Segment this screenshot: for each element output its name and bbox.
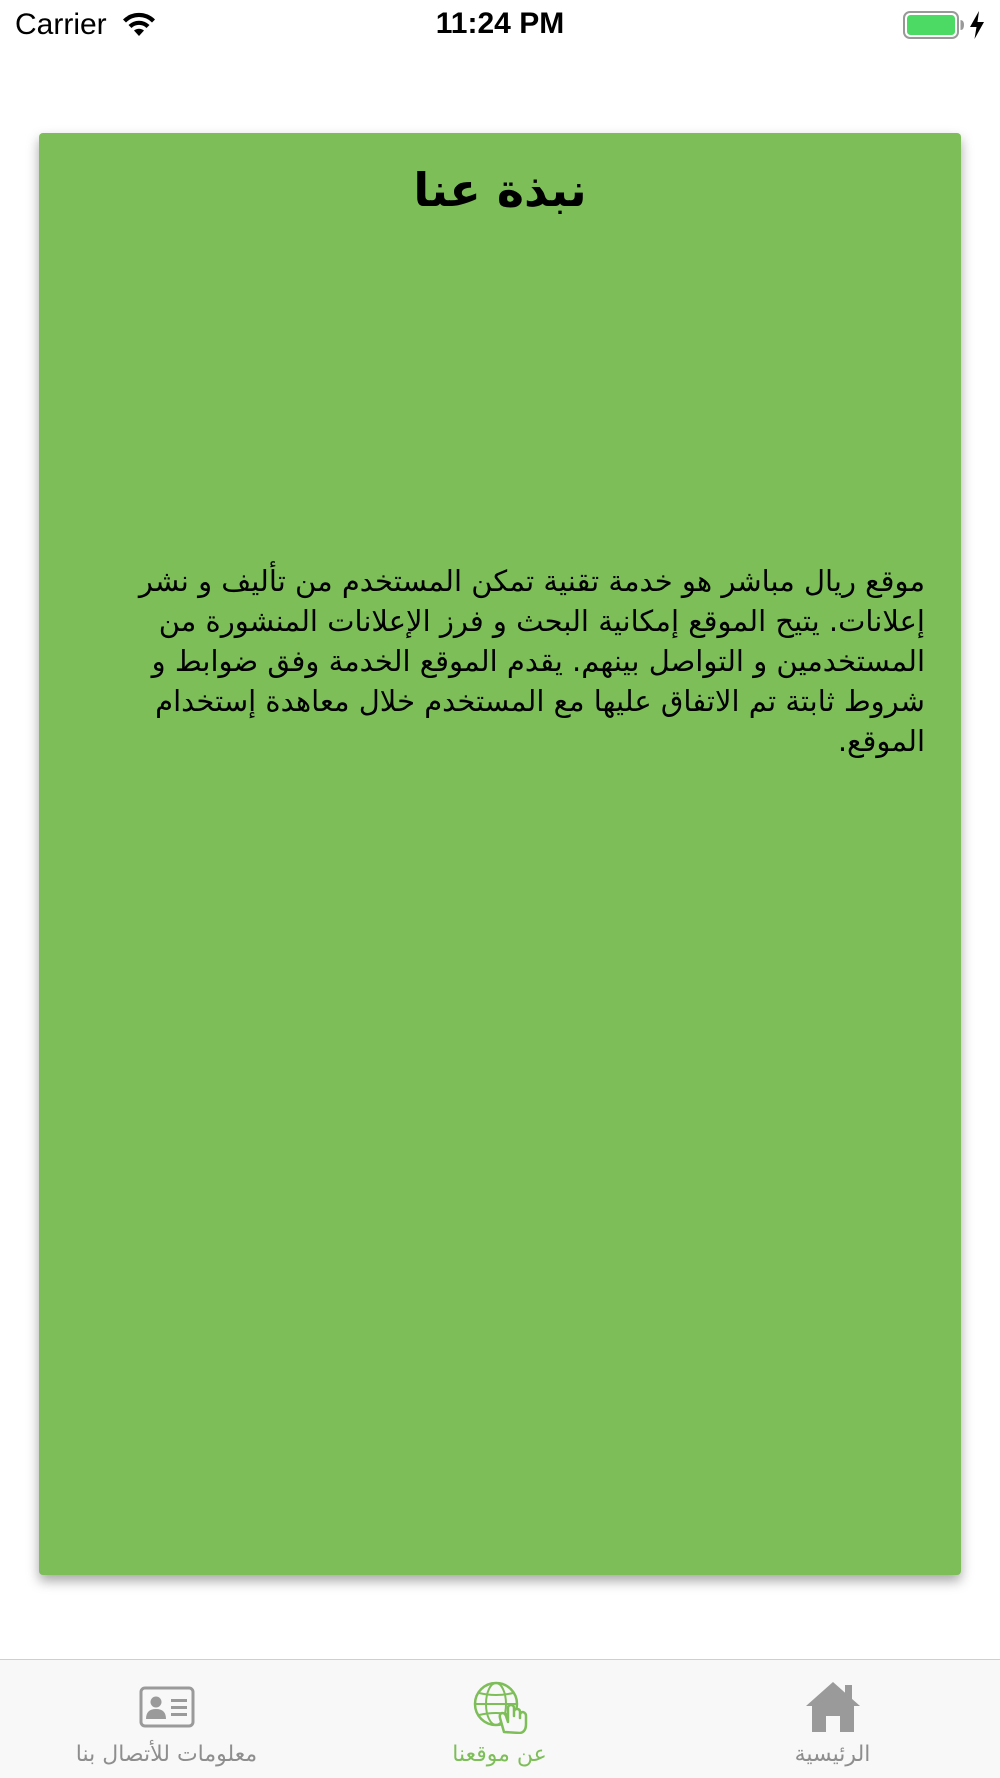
tab-about[interactable]	[333, 1660, 666, 1778]
tab-home-label: الرئيسية	[794, 1742, 871, 1767]
page-title: نبذة عنا	[413, 163, 587, 217]
about-card	[39, 133, 961, 1575]
tab-contact-label: معلومات للأتصال بنا	[75, 1742, 258, 1767]
battery-charging-icon	[903, 11, 965, 39]
contact-card-icon	[137, 1678, 197, 1734]
status-bar	[0, 0, 1000, 52]
clock: 11:24 PM	[435, 7, 565, 40]
about-description: موقع ريال مباشر هو خدمة تقنية تمكن المستخدم من تأليف و نشر إعلانات. يتيح الموقع إمكانية البحث و فرز الإعلانات المنشورة من المستخدمين و التواصل بينهم. يقدم الموقع الخدمة وفق ضوابط و شروط ثابتة تم الاتفاق عليها مع المستخدم خلال معاهدة إستخدام الموقع.	[138, 564, 925, 758]
tab-home[interactable]	[666, 1660, 999, 1778]
charging-bolt-icon	[968, 10, 986, 40]
globe-hand-icon	[470, 1678, 530, 1734]
carrier-label: Carrier	[15, 8, 107, 41]
tab-contact[interactable]	[0, 1660, 333, 1778]
home-icon	[803, 1678, 863, 1734]
tab-about-label: عن موقعنا	[452, 1742, 547, 1767]
tab-bar	[0, 1659, 1000, 1778]
